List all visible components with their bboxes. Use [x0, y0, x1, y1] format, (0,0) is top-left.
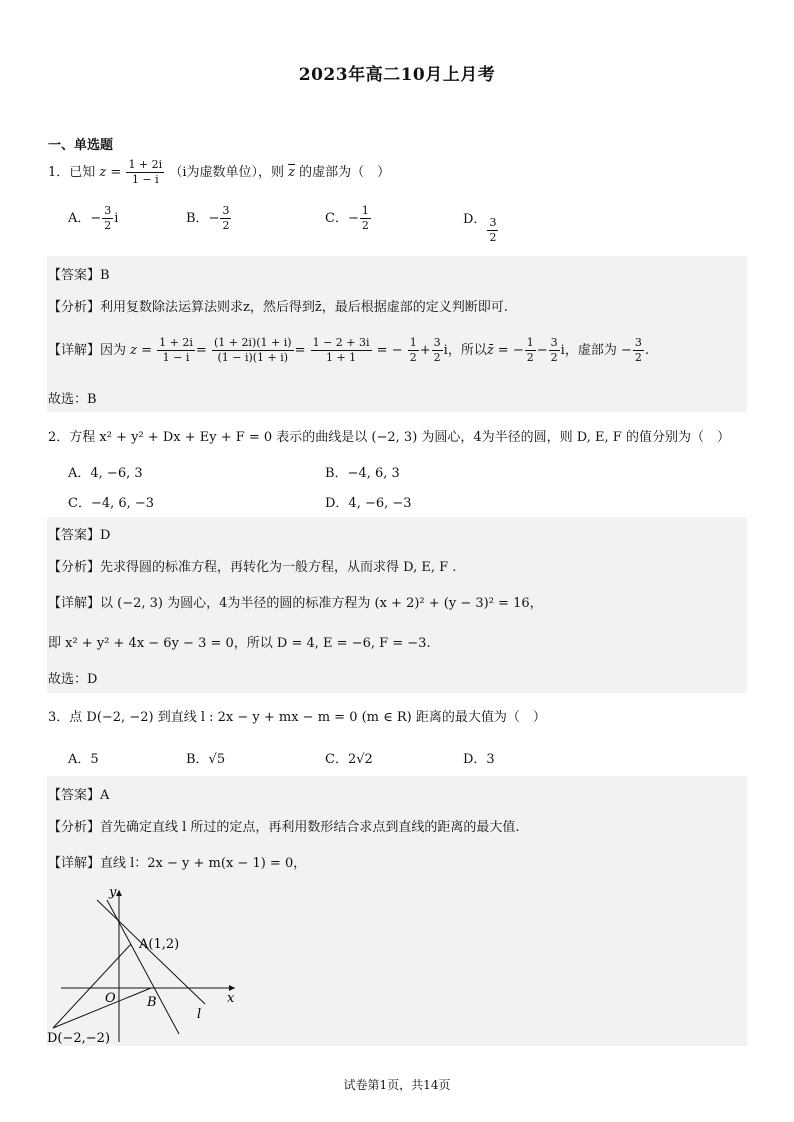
q3-option-d: D．3: [463, 752, 495, 767]
q1-d-num: 3: [489, 216, 497, 229]
q1-c-den: 2: [361, 219, 369, 232]
q1-detail-label: 【详解】因为: [48, 343, 127, 358]
q1-minus: −: [536, 343, 548, 358]
q1-zbar: $\overline{z}$: [288, 165, 295, 180]
question-2-stem: 2．方程 x² + y² + Dx + Ey + F = 0 表示的曲线是以 (−2, 3) 为圆心，4为半径的圆，则 D, E, F 的值分别为（ ）: [48, 430, 730, 445]
question-1-stem: [48, 158, 390, 187]
q3-option-a: A．5: [68, 752, 99, 767]
q1-frac-num: 1 + 2i: [128, 158, 163, 171]
q1-d-frac: [487, 216, 498, 245]
q1-c-frac: [360, 204, 371, 233]
q3-option-c: C．2√2: [325, 752, 373, 767]
q1-plus: +: [419, 343, 431, 358]
q1-detail-f4: [408, 336, 419, 365]
q2-detail: 【详解】以 (−2, 3) 为圆心，4为半径的圆的标准方程为 (x + 2)² + (y − 3)² = 16，: [48, 596, 543, 611]
q1-solution-box: [47, 256, 747, 412]
q1-f8-den: 2: [634, 351, 642, 364]
q1-imag: ，虚部为 −: [564, 343, 632, 358]
line-through-a: [107, 900, 179, 1034]
q1-detail-z: z =: [130, 343, 153, 358]
q1-option-d: [463, 208, 499, 245]
q1-c-prefix: −: [347, 211, 359, 226]
q2-answer: 【答案】D: [48, 528, 111, 543]
q1-end: .: [644, 343, 649, 358]
q1-f2-num: (1 + 2i)(1 + i): [213, 336, 292, 349]
q1-z-lhs: z =: [99, 165, 122, 180]
q1-f2-den: (1 − i)(1 + i): [217, 351, 289, 364]
q1-number: 1．已知: [48, 165, 96, 180]
q1-i2: i: [560, 343, 565, 358]
q1-a-num: 3: [104, 204, 112, 217]
q1-f8-num: 3: [634, 336, 642, 349]
q3-analysis: 【分析】首先确定直线 l 所过的定点，再利用数形结合求点到直线的距离的最大值.: [48, 820, 520, 835]
q1-f1-den: 1 − i: [162, 351, 190, 364]
q1-i: i: [443, 343, 448, 358]
q2-option-d: D．4, −6, −3: [325, 496, 412, 511]
q1-b-label: B．: [186, 211, 209, 226]
q1-f3-den: 1 + 1: [325, 351, 357, 364]
point-a-label: A(1,2): [139, 937, 180, 952]
q1-f3-num: 1 − 2 + 3i: [312, 336, 370, 349]
q1-f5-num: 3: [433, 336, 441, 349]
q1-d-den: 2: [489, 231, 497, 244]
q2-choice: 故选：D: [48, 672, 98, 687]
q1-tail: （i为虚数单位），则: [169, 165, 284, 180]
q1-a-suffix: i: [114, 211, 119, 226]
q2-detail-2: 即 x² + y² + 4x − 6y − 3 = 0，所以 D = 4, E = −6, F = −3.: [48, 636, 431, 651]
q1-mid: ，所以: [447, 343, 487, 358]
q1-choice: 故选：B: [48, 392, 97, 407]
point-d-label: D(−2,−2): [47, 1031, 111, 1046]
q1-b-num: 3: [222, 204, 230, 217]
q1-f7-den: 2: [550, 351, 558, 364]
q1-c-num: 1: [361, 204, 369, 217]
x-axis-label: x: [227, 991, 235, 1006]
q1-detail: 【详解】因为 z = $\frac{1 + 2i}{1 - i}$ = $\frac{(1 + 2i)(1 + i)}{(1 - i)(1 + i)}$ = $\frac{1 - 2 + 3i}{1 + 1}$ = − $\frac{1}{2}$ + $\frac{3}{2}$ i，所以z̄ = − $\frac{1}{2}$ − $\frac{3}{2}$ i，虚部为 − $\frac{3}{2}$ .: [48, 336, 649, 364]
q1-b-prefix: −: [208, 211, 220, 226]
q1-detail-f2: [212, 336, 294, 365]
line-l-label: l: [197, 1007, 202, 1022]
q3-geometry-figure: [47, 880, 257, 1046]
q1-f1-num: 1 + 2i: [159, 336, 193, 349]
q1-answer: 【答案】B: [48, 268, 110, 283]
q1-f5-den: 2: [433, 351, 441, 364]
q1-b-den: 2: [222, 219, 230, 232]
q1-frac-den: 1 − i: [131, 173, 159, 186]
q1-d-label: D．: [463, 212, 487, 227]
q1-detail-f3: [311, 336, 372, 365]
q1-detail-zbar: z̄ = −: [486, 343, 524, 358]
q3-answer: 【答案】A: [48, 788, 110, 803]
point-b-label: B: [147, 995, 157, 1010]
q1-a-den: 2: [104, 219, 112, 232]
q2-option-a: A．4, −6, 3: [68, 466, 143, 481]
page-footer: 试卷第1页，共14页: [343, 1078, 451, 1092]
q1-a-label: A．: [68, 211, 91, 226]
y-axis-label: y: [109, 885, 117, 900]
q1-f4-den: 2: [409, 351, 417, 364]
q1-detail-f5: [432, 336, 443, 365]
q2-analysis: 【分析】先求得圆的标准方程，再转化为一般方程，从而求得 D, E, F .: [48, 560, 457, 575]
q2-option-c: C．−4, 6, −3: [68, 496, 155, 511]
origin-label: O: [105, 991, 116, 1006]
q1-a-frac: [102, 204, 113, 233]
q1-detail-f1: [157, 336, 195, 365]
q1-fraction: [126, 158, 164, 187]
segment-db: [53, 988, 151, 1028]
q1-tail2: 的虚部为（ ）: [299, 165, 391, 180]
q1-option-b: [186, 204, 232, 233]
q1-detail-f6: [525, 336, 536, 365]
section-heading: 一、单选题: [48, 138, 114, 153]
q1-b-frac: [220, 204, 231, 233]
q1-f7-num: 3: [550, 336, 558, 349]
question-3-stem: 3．点 D(−2, −2) 到直线 l : 2x − y + mx − m = 0 (m ∈ R) 距离的最大值为（ ）: [48, 710, 546, 725]
q1-analysis: 【分析】利用复数除法运算法则求z，然后得到z̄，最后根据虚部的定义判断即可.: [48, 300, 508, 315]
q1-f6-den: 2: [526, 351, 534, 364]
q1-option-c: [325, 204, 372, 233]
q3-detail: 【详解】直线 l：2x − y + m(x − 1) = 0，: [48, 856, 307, 871]
q1-c-label: C．: [325, 211, 348, 226]
q1-detail-f7: [549, 336, 560, 365]
page-title: 2023年高二10月上月考: [298, 65, 496, 85]
q1-detail-f8: [633, 336, 644, 365]
q1-eq4: = −: [376, 343, 403, 358]
q1-option-a: [68, 204, 118, 233]
q2-option-b: B．−4, 6, 3: [325, 466, 400, 481]
q3-option-b: B．√5: [186, 752, 226, 767]
q1-f6-num: 1: [526, 336, 534, 349]
q1-a-prefix: −: [90, 211, 102, 226]
q1-f4-num: 1: [409, 336, 417, 349]
